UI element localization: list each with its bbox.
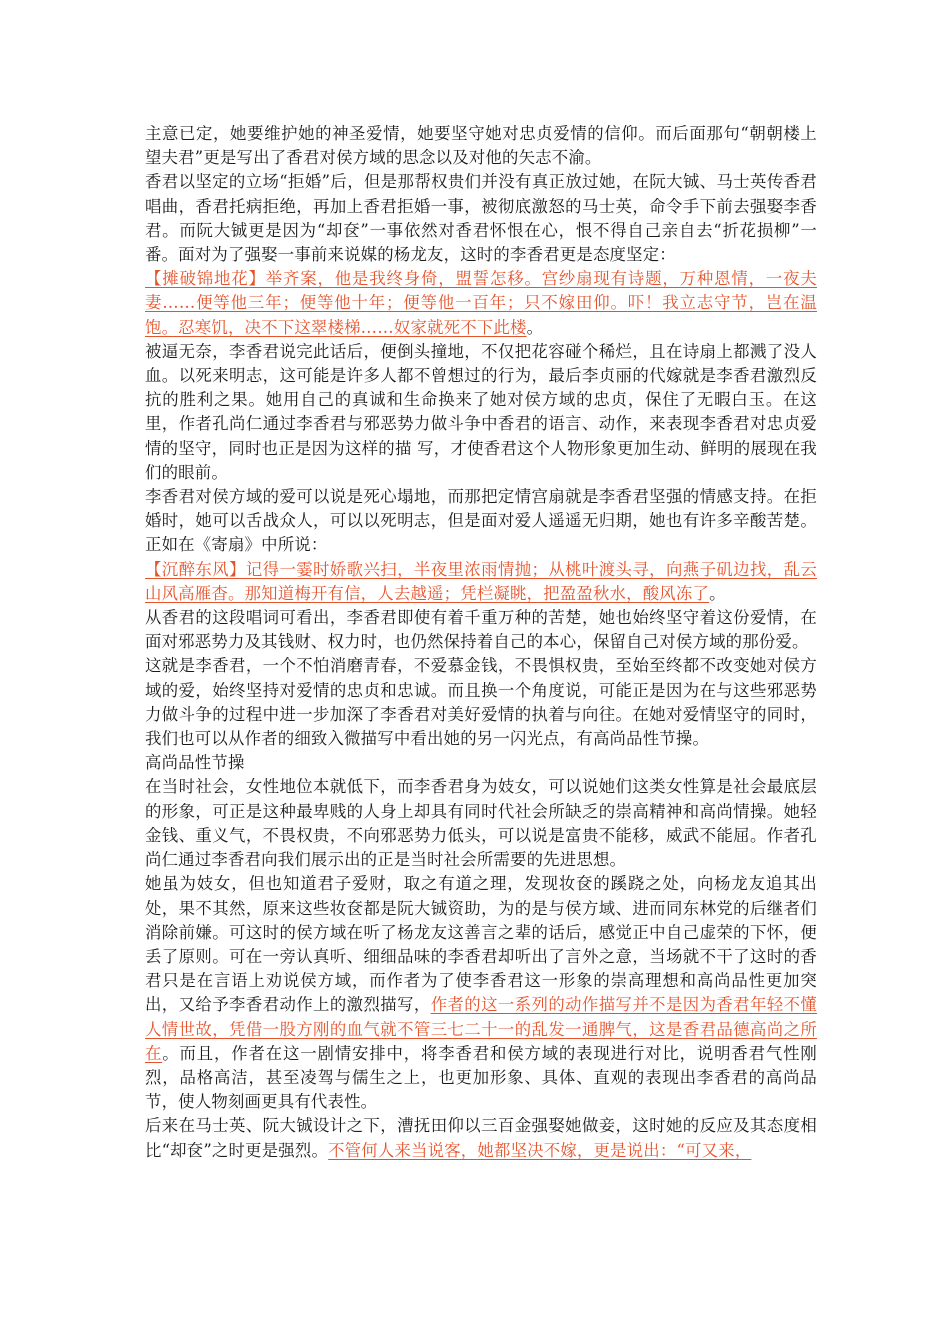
quote-2-part-2: 那知道梅开有信，人去越遥；凭栏凝眺，把盈盈秋水，酸风冻了 — [244, 583, 710, 603]
paragraph-8 — [145, 872, 817, 1114]
paragraph-3: 被逼无奈，李香君说完此话后，便倒头撞地，不仅把花容碰个稀烂，且在诗扇上都溅了没人血。以死来明志，这可能是许多人都不曾想过的行为，最后李贞丽的代嫁就是李香君激烈反抗的胜利之果。她用自己的真诚和生命换来了她对侯方域的忠贞，保住了无暇白玉。在这里，作者孔尚仁通过李香君与邪恶势力做斗争中香君的语言、动作，来表现李香君对忠贞爱情的坚守，同时也正是因为这样的描 写，才使香君这个人物形象更加生动、鲜明的展现在我们的眼前。 — [145, 341, 817, 482]
paragraph-5: 从香君的这段唱词可看出，李香君即使有着千重万种的苦楚，她也始终坚守着这份爱情，在面对邪恶势力及其钱财、权力时，也仍然保持着自己的本心，保留自己对侯方域的那份爱。 — [145, 608, 817, 652]
quote-2-part-1: 【沉醉东风】记得一霎时娇歌兴扫，半夜里浓雨情抛；从桃叶渡头寻，向燕子矶边找，乱云山风高雁杳。 — [145, 559, 817, 603]
quote-2-tail: 。 — [709, 583, 726, 603]
paragraph-1: 主意已定，她要维护她的神圣爱情，她要坚守她对忠贞爱情的信仰。而后面那句“朝朝楼上望夫君”更是写出了香君对侯方域的思念以及对他的矢志不渝。 — [145, 124, 817, 168]
paragraph-8-before: 她虽为妓女，但也知道君子爱财，取之有道之理，发现妆奁的蹊跷之处，向杨龙友追其出处，果不其然，原来这些妆奁都是阮大铖资助，为的是与侯方域、进而同东林党的后继者们消除前嫌。可这时的侯方域在听了杨龙友这善言之辈的话后，感觉正中自己虚荣的下怀，便丢了原则。可在一旁认真听、细细品味的李香君却听出了言外之意，当场就不干了这时的香君只是在言语上劝说侯方域，而作者为了使李香君这一形象的崇高理想和高尚品性更加突出，又给予李香君动作上的激烈描写， — [145, 874, 817, 1015]
paragraph-8-after: 。而且，作者在这一剧情安排中，将李香君和侯方域的表现进行对比，说明香君气性刚烈，品格高洁，甚至凌驾与儒生之上，也更加形象、具体、直观的表现出李香君的高尚品节，使人物刻画更具有代表性。 — [145, 1043, 817, 1112]
section-heading: 高尚品性节操 — [145, 753, 245, 773]
paragraph-7: 在当时社会，女性地位本就低下，而李香君身为妓女，可以说她们这类女性算是社会最底层的形象，可正是这种最卑贱的人身上却具有同时代社会所缺乏的崇高精神和高尚情操。她轻金钱、重义气，不畏权贵，不向邪恶势力低头，可以说是富贵不能移，威武不能屈。作者孔尚仁通过李香君向我们展示出的正是当时社会所需要的先进思想。 — [145, 777, 817, 870]
quote-1-tail: 。 — [526, 317, 544, 337]
paragraph-9-highlight: 不管何人来当说客，她都坚决不嫁，更是说出：“可又来， — [328, 1140, 752, 1160]
paragraph-9-before: 后来在马士英、阮大铖设计之下，漕抚田仰以三百金强娶她做妾，这时她的反应及其态度相比“却奁”之时更是强烈。 — [145, 1116, 817, 1160]
quote-1-part-3: 吓！我立志守节，岂在温饱。忍寒饥，决不下这翠楼梯……奴家就死不下此楼 — [145, 293, 817, 337]
quote-chenzui-dongfeng — [145, 558, 817, 606]
paragraph-9 — [145, 1114, 817, 1162]
paragraph-8-highlight: 作者的这一系列的动作描写并不是因为香君年轻不懂人情世故，凭借一股方刚的血气就不管三七二十一的乱发一通脾气，这是香君品德高尚之所在 — [145, 995, 817, 1063]
quote-1-part-1: 【摊破锦地花】举齐案，他是我终身倚，盟誓怎移。 — [145, 269, 542, 289]
paragraph-6: 这就是李香君，一个不怕消磨青春，不爱慕金钱，不畏惧权贵，至始至终都不改变她对侯方域的爱，始终坚持对爱情的忠贞和忠诚。而且换一个角度说，可能正是因为在与这些邪恶势力做斗争的过程中进一步加深了李香君对美好爱情的执着与向往。在她对爱情坚守的同时，我们也可以从作者的细致入微描写中看出她的另一闪光点，有高尚品性节操。 — [145, 656, 817, 749]
quote-1-part-2: 宫纱扇现有诗题，万种恩情，一夜夫妻……便等他三年；便等他十年；便等他一百年；只不嫁田仰。 — [145, 269, 817, 313]
paragraph-2: 香君以坚定的立场“拒婚”后，但是那帮权贵们并没有真正放过她，在阮大铖、马士英传香君唱曲，香君托病拒绝，再加上香君拒婚一事，被彻底激怒的马士英，命令手下前去强娶李香君。而阮大铖更是因为“却奁”一事依然对香君怀恨在心，恨不得自己亲自去“折花损柳”一番。面对为了强娶一事前来说媒的杨龙友，这时的李香君更是态度坚定： — [145, 172, 817, 265]
quote-tanpo-jindihua — [145, 267, 817, 340]
document-page — [145, 122, 817, 1163]
paragraph-4: 李香君对侯方域的爱可以说是死心塌地，而那把定情宫扇就是李香君坚强的情感支持。在拒婚时，她可以舌战众人，可以以死明志，但是面对爱人遥遥无归期，她也有许多辛酸苦楚。正如在《寄扇》中所说： — [145, 487, 817, 555]
